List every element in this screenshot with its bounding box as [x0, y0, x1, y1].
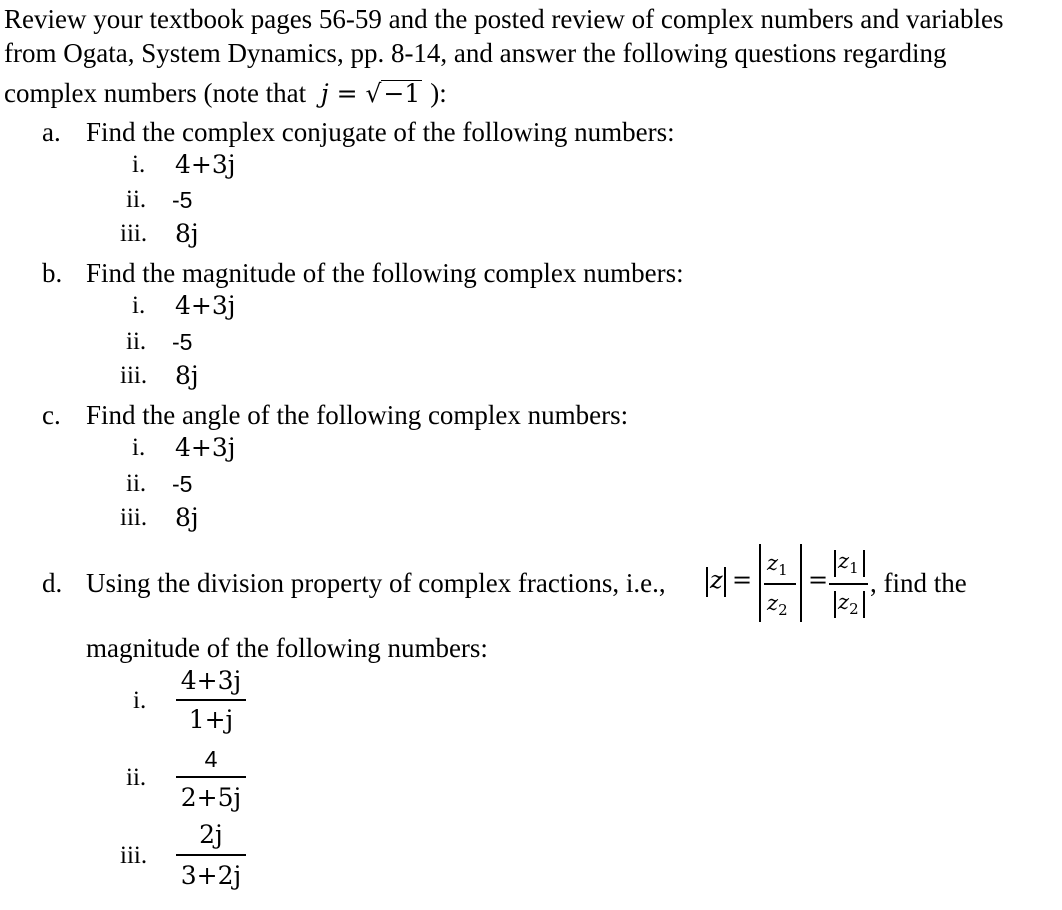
fraction-denominator: 2+5j — [180, 783, 242, 812]
intro-line-3-suffix: ): — [430, 78, 447, 108]
subscript: 1 — [849, 559, 859, 578]
z-symbol: z — [838, 549, 850, 573]
question-a-text: Find the complex conjugate of the following numbers: — [86, 117, 675, 147]
abs-bar — [834, 550, 836, 577]
item-num: iii. — [120, 842, 148, 869]
complex-number: 4+3j — [175, 433, 236, 462]
complex-number: 8j — [175, 503, 199, 532]
fraction-line — [829, 583, 868, 585]
fraction-denominator — [767, 591, 788, 619]
question-d-text-after: , find the — [870, 568, 967, 598]
j-definition — [313, 79, 430, 108]
j-symbol: j — [320, 79, 329, 108]
fraction-denominator — [838, 590, 859, 618]
equals-sign: = — [808, 566, 829, 594]
fraction-denominator: 3+2j — [180, 861, 242, 890]
subscript: 1 — [778, 561, 788, 580]
item-num: ii. — [126, 328, 147, 355]
z-symbol: z — [767, 591, 779, 615]
sqrt-symbol: √ — [365, 79, 382, 108]
equals-sign: = — [732, 566, 753, 594]
abs-bar — [834, 591, 836, 618]
intro-line-2: from Ogata, System Dynamics, pp. 8-14, and answer the following questions regarding — [4, 38, 947, 68]
subscript: 2 — [778, 601, 788, 620]
complex-number: -5 — [172, 187, 193, 213]
item-num: iii. — [120, 504, 148, 531]
question-c-label: c. — [42, 400, 61, 430]
item-num: i. — [133, 687, 147, 714]
question-a-label: a. — [42, 117, 61, 147]
intro-line-3-prefix: complex numbers (note that — [4, 78, 307, 108]
sqrt-radicand: −1 — [383, 79, 421, 108]
question-d-text: Using the division property of complex fractions, i.e., — [86, 568, 666, 598]
fraction-line — [176, 776, 246, 778]
abs-bar — [706, 567, 708, 597]
fraction-numerator: 2j — [199, 820, 223, 849]
fraction-line — [764, 583, 796, 585]
fraction-denominator: 1+j — [188, 705, 234, 734]
z-symbol: z — [710, 566, 723, 594]
fraction-line — [176, 854, 246, 856]
item-num: iii. — [120, 220, 148, 247]
fraction-numerator: 4+3j — [180, 666, 242, 695]
fraction-numerator — [838, 549, 859, 577]
item-num: ii. — [126, 470, 147, 497]
complex-number: 8j — [175, 219, 199, 248]
item-num: i. — [132, 151, 146, 178]
complex-number: -5 — [172, 329, 193, 355]
complex-number: 4+3j — [175, 150, 236, 179]
abs-bar — [800, 544, 802, 622]
item-num: ii. — [126, 764, 147, 791]
question-d-line-2: magnitude of the following numbers: — [86, 633, 488, 663]
question-b-label: b. — [42, 258, 63, 288]
z-symbol: z — [767, 551, 779, 575]
intro-line-3 — [4, 77, 447, 110]
fraction-numerator — [767, 551, 788, 579]
abs-bar — [863, 591, 865, 618]
abs-bar — [759, 544, 761, 622]
z-symbol: z — [838, 590, 850, 614]
complex-number: -5 — [172, 471, 193, 497]
complex-number: 4+3j — [175, 291, 236, 320]
abs-bar — [863, 550, 865, 577]
intro-line-1: Review your textbook pages 56-59 and the posted review of complex numbers and variables — [4, 4, 1004, 34]
item-num: i. — [132, 292, 146, 319]
fraction-numerator: 4 — [204, 746, 218, 772]
item-num: ii. — [126, 186, 147, 213]
question-b-text: Find the magnitude of the following complex numbers: — [86, 258, 684, 288]
complex-number: 8j — [175, 361, 199, 390]
abs-bar — [724, 567, 726, 597]
subscript: 2 — [849, 600, 859, 619]
fraction-line — [176, 699, 246, 701]
equals-sign: = — [336, 79, 358, 108]
question-d-label: d. — [42, 568, 63, 598]
item-num: iii. — [120, 362, 148, 389]
question-c-text: Find the angle of the following complex numbers: — [86, 400, 629, 430]
item-num: i. — [132, 434, 146, 461]
